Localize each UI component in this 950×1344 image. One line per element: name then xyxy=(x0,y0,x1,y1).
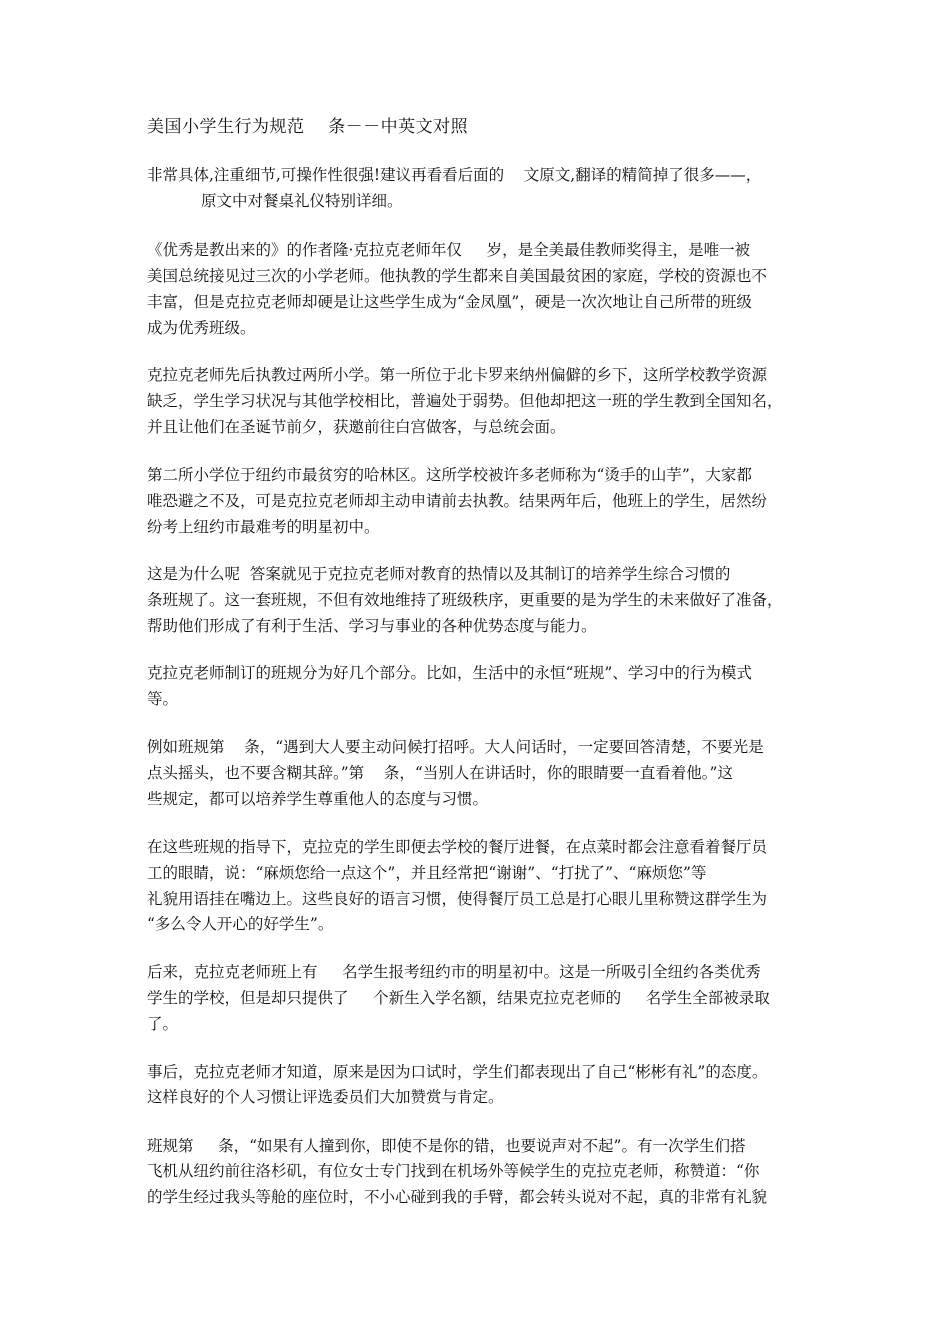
paragraph-line: 美国总统接见过三次的小学老师。他执教的学生都来自美国最贫困的家庭，学校的资源也不 xyxy=(147,267,768,285)
paragraph-line: 工的眼睛，说：“麻烦您给一点这个”，并且经常把“谢谢”、“打扰了”、“麻烦您”等 xyxy=(147,864,707,882)
paragraph-line: 了。 xyxy=(147,1015,179,1033)
paragraph-line: 些规定，都可以培养学生尊重他人的态度与习惯。 xyxy=(147,790,489,808)
paragraph-line: 帮助他们形成了有利于生活、学习与事业的各种优势态度与能力。 xyxy=(147,617,597,635)
paragraph-line: 后来，克拉克老师班上有 名学生报考纽约市的明星初中。这是一所吸引全纽约各类优秀 xyxy=(147,963,761,981)
paragraph-line: 这是为什么呢 答案就见于克拉克老师对教育的热情以及其制订的培养学生综合习惯的 xyxy=(147,565,731,583)
paragraph-line: 并且让他们在圣诞节前夕，获邀前往白宫做客，与总统会面。 xyxy=(147,418,566,436)
paragraph-line: 第二所小学位于纽约市最贫穷的哈林区。这所学校被许多老师称为“烫手的山芋”，大家都 xyxy=(147,466,752,484)
paragraph-line: 事后，克拉克老师才知道，原来是因为口试时，学生们都表现出了自己“彬彬有礼”的态度。 xyxy=(147,1063,768,1081)
paragraph-line: 这样良好的个人习惯让评选委员们大加赞赏与肯定。 xyxy=(147,1088,504,1106)
paragraph-line: 班规第 条，“如果有人撞到你，即使不是你的错，也要说声对不起”。有一次学生们搭 xyxy=(147,1137,746,1155)
paragraph-line: 原文中对餐桌礼仪特别详细。 xyxy=(201,192,403,210)
paragraph-line: 丰富，但是克拉克老师却硬是让这些学生成为“金凤凰”，硬是一次次地让自己所带的班级 xyxy=(147,293,752,311)
paragraph-line: 点头摇头，也不要含糊其辞。”第 条，“当别人在讲话时，你的眼睛要一直看着他。”这 xyxy=(147,764,733,782)
paragraph-line: 纷考上纽约市最难考的明星初中。 xyxy=(147,518,380,536)
paragraph-line: 学生的学校，但是却只提供了 个新生入学名额，结果克拉克老师的 名学生全部被录取 xyxy=(147,989,770,1007)
paragraph-line: 等。 xyxy=(147,690,179,708)
paragraph-line: “多么令人开心的好学生”。 xyxy=(147,915,334,933)
document-title: 美国小学生行为规范 条－－中英文对照 xyxy=(147,117,469,137)
paragraph-line: 《优秀是教出来的》的作者隆·克拉克老师年仅 岁，是全美最佳教师奖得主，是唯一被 xyxy=(147,241,751,259)
paragraph-line: 飞机从纽约前往洛杉矶，有位女士专门找到在机场外等候学生的克拉克老师，称赞道：“你 xyxy=(147,1162,760,1180)
paragraph-line: 缺乏，学生学习状况与其他学校相比，普遍处于弱势。但他却把这一班的学生教到全国知名， xyxy=(147,392,783,410)
paragraph-line: 条班规了。这一套班规，不但有效地维持了班级秩序，更重要的是为学生的未来做好了准备， xyxy=(147,591,783,609)
paragraph-line: 的学生经过我头等舱的座位时，不小心碰到我的手臂，都会转头说对不起，真的非常有礼貌 xyxy=(147,1188,768,1206)
paragraph-line: 在这些班规的指导下，克拉克的学生即便去学校的餐厅进餐，在点菜时都会注意看着餐厅员 xyxy=(147,838,768,856)
paragraph-line: 例如班规第 条，“遇到大人要主动问候打招呼。大人问话时，一定要回答清楚，不要光是 xyxy=(147,738,764,756)
paragraph-line: 成为优秀班级。 xyxy=(147,319,256,337)
paragraph-line: 礼貌用语挂在嘴边上。这些良好的语言习惯，使得餐厅员工总是打心眼儿里称赞这群学生为 xyxy=(147,890,768,908)
paragraph-line: 克拉克老师先后执教过两所小学。第一所位于北卡罗来纳州偏僻的乡下，这所学校教学资源 xyxy=(147,366,768,384)
paragraph-line: 唯恐避之不及，可是克拉克老师却主动申请前去执教。结果两年后，他班上的学生，居然纷 xyxy=(147,492,768,510)
paragraph-line: 非常具体,注重细节,可操作性很强!建议再看看后面的 文原文,翻译的精简掉了很多——， xyxy=(147,166,762,184)
paragraph-line: 克拉克老师制订的班规分为好几个部分。比如，生活中的永恒“班规”、学习中的行为模式 xyxy=(147,664,752,682)
